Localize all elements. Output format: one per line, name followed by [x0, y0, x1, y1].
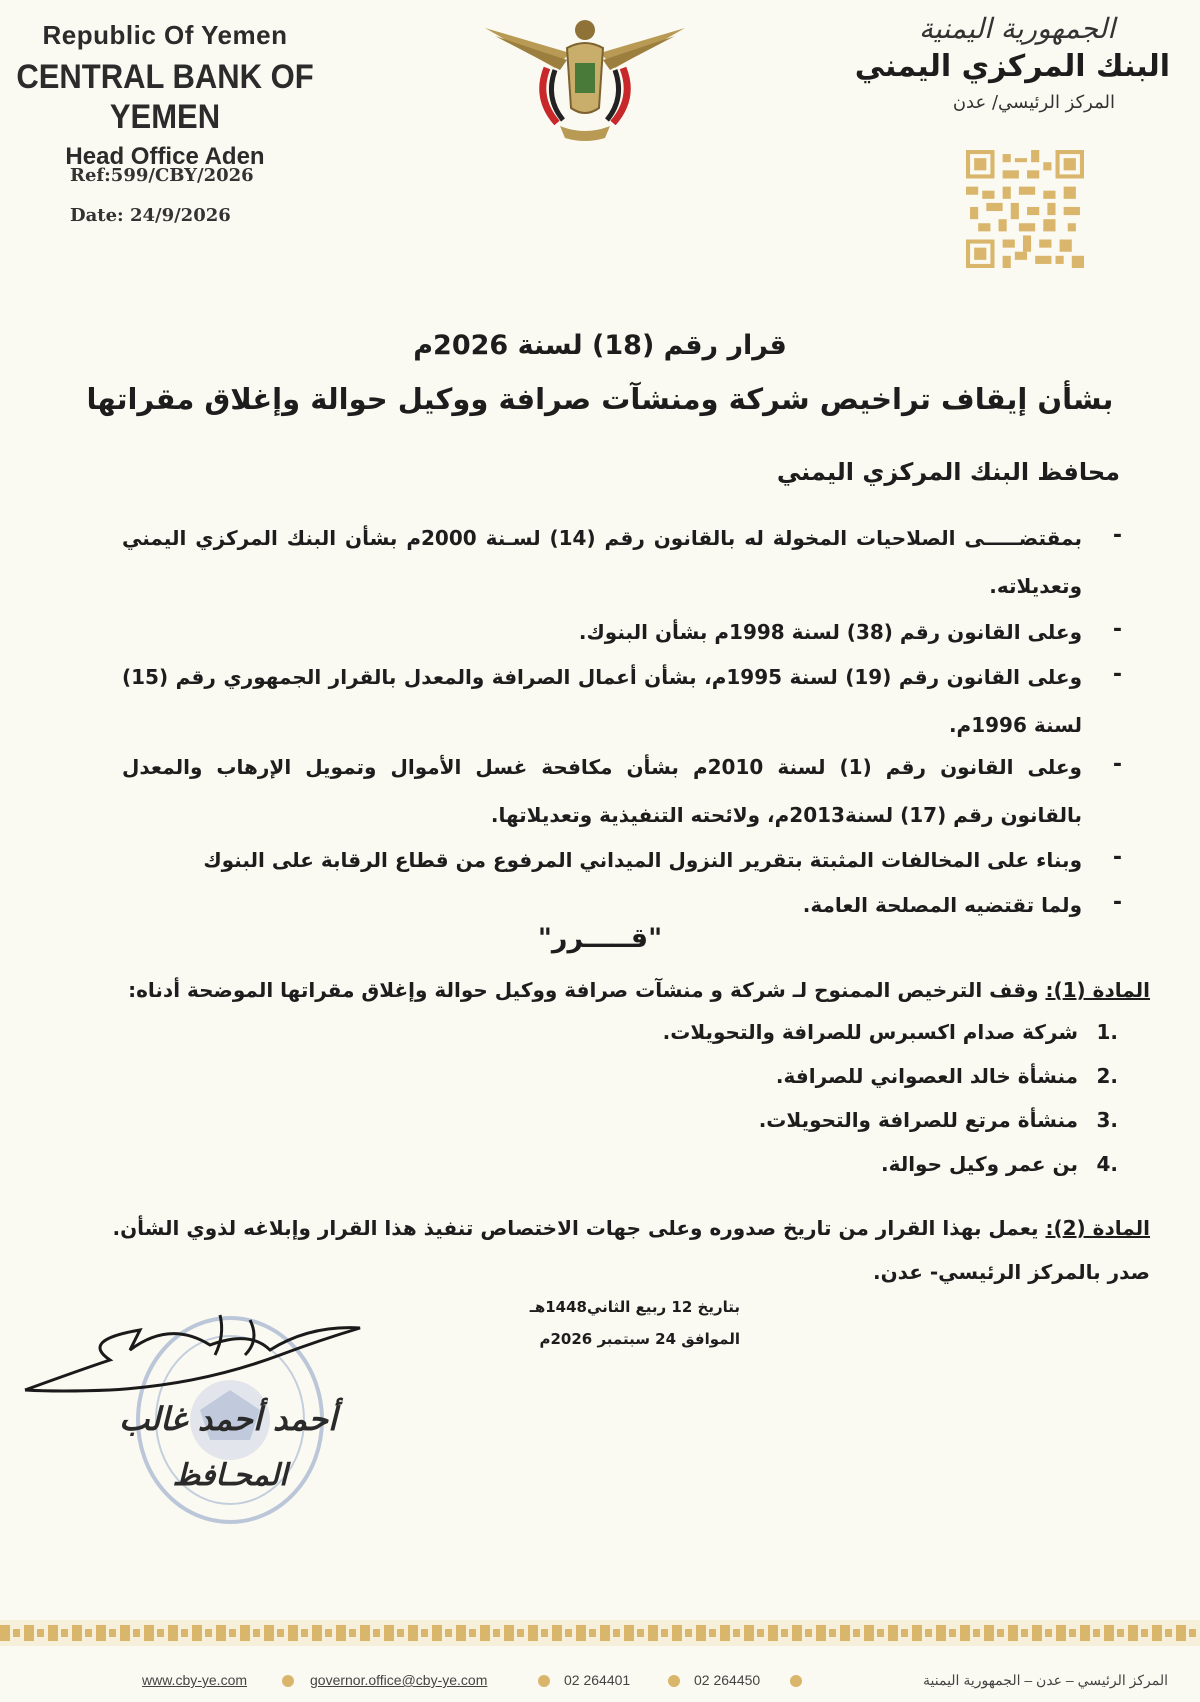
bullet-marker: - [1112, 662, 1122, 687]
bullet-marker: - [1112, 752, 1122, 777]
bullet-marker: - [1112, 890, 1122, 915]
phone-icon [538, 1672, 550, 1688]
governor-title: المحـافظ [172, 1458, 288, 1493]
footer-contact-bar [0, 1666, 1200, 1696]
footer-decorative-band [0, 1620, 1200, 1646]
issued-place: صدر بالمركز الرئيسي- عدن. [873, 1260, 1150, 1284]
qr-code-icon [966, 150, 1084, 268]
entity-item: بن عمر وكيل حوالة. [880, 1152, 1078, 1176]
bullet-marker: - [1112, 523, 1122, 548]
reference-number: Ref:599/CBY/2026 [70, 165, 254, 186]
article-2-text: يعمل بهذا القرار من تاريخ صدوره وعلى جهات الاختصاص تنفيذ هذا القرار وإبلاغه لذوي الشأن. [112, 1216, 1039, 1240]
gregorian-date: الموافق 24 سبتمبر 2026م [539, 1330, 740, 1348]
entity-number: 3. [1096, 1108, 1118, 1132]
country-name-en: Republic Of Yemen [42, 20, 288, 50]
governor-name: أحمد أحمد غالب [119, 1400, 337, 1438]
phone-number-2: 02 264450 [694, 1672, 761, 1688]
preamble-item: ولما تقتضيه المصلحة العامة. [802, 893, 1082, 917]
hijri-date: بتاريخ 12 ربيع الثاني1448هـ [529, 1298, 740, 1316]
entity-item: منشأة خالد العصواني للصرافة. [775, 1064, 1078, 1088]
footer-address: المركز الرئيسي – عدن – الجمهورية اليمنية [923, 1672, 1168, 1688]
bullet-marker: - [1112, 617, 1122, 642]
preamble-item: وعلى القانون رقم (19) لسنة 1995م، بشأن أعمال الصرافة والمعدل بالقرار الجمهوري رقم (15) لسنة 1996م. [122, 665, 1083, 737]
governor-heading: محافظ البنك المركزي اليمني [776, 458, 1120, 486]
decision-subject-title: بشأن إيقاف تراخيص شركة ومنشآت صرافة ووكيل حوالة وإغلاق مقراتها [86, 382, 1114, 416]
preamble-item: وعلى القانون رقم (1) لسنة 2010م بشأن مكافحة غسل الأموال وتمويل الإرهاب والمعدل بالقانون رقم (17) لسنة2013م، ولائحته التنفيذية وتعديلاتها. [122, 755, 1082, 827]
decided-heading: "قـــــرر" [537, 923, 663, 954]
email-link[interactable]: governor.office@cby-ye.com [310, 1672, 488, 1688]
phone-number-1: 02 264401 [564, 1672, 631, 1688]
handwritten-signature-icon [20, 1300, 380, 1410]
english-letterhead [0, 20, 330, 171]
entity-item: شركة صدام اكسبرس للصرافة والتحويلات. [662, 1020, 1078, 1044]
bank-name-en: CENTRAL BANK OF YEMEN [16, 57, 314, 136]
entity-number: 2. [1096, 1064, 1118, 1088]
eagle-emblem-icon [475, 8, 695, 148]
document-date: Date: 24/9/2026 [70, 205, 231, 226]
article-2 [50, 1206, 1150, 1250]
entity-number: 4. [1096, 1152, 1118, 1176]
article-1 [50, 968, 1150, 1012]
office-name-en: Head Office Aden [65, 143, 265, 170]
article-1-label: المادة (1): [1045, 978, 1150, 1002]
preamble-item: بمقتضـــــى الصلاحيات المخولة له بالقانون رقم (14) لسـنة 2000م بشأن البنك المركزي اليمني وتعديلاته. [122, 526, 1082, 598]
arabic-letterhead [810, 12, 1170, 113]
article-1-text: وقف الترخيص الممنوح لـ شركة و منشآت صرافة ووكيل حوالة وإغلاق مقراتها الموضحة أدناه: [128, 978, 1039, 1002]
fax-icon [668, 1672, 680, 1688]
article-2-label: المادة (2): [1045, 1216, 1150, 1240]
preamble-item: وبناء على المخالفات المثبتة بتقرير النزول الميداني المرفوع من قطاع الرقابة على البنوك [203, 848, 1082, 872]
preamble-item: وعلى القانون رقم (38) لسنة 1998م بشأن البنوك. [578, 620, 1082, 644]
globe-icon [282, 1672, 294, 1688]
website-link[interactable]: www.cby-ye.com [142, 1672, 248, 1688]
entity-item: منشأة مرتع للصرافة والتحويلات. [758, 1108, 1078, 1132]
bullet-marker: - [1112, 845, 1122, 870]
bank-name-ar: البنك المركزي اليمني [854, 49, 1170, 84]
country-name-ar: الجمهورية اليمنية [918, 12, 1115, 45]
office-name-ar: المركز الرئيسي/ عدن [952, 92, 1115, 113]
decision-number-title: قرار رقم (18) لسنة 2026م [413, 330, 787, 361]
entity-number: 1. [1096, 1020, 1118, 1044]
location-icon [790, 1672, 802, 1688]
